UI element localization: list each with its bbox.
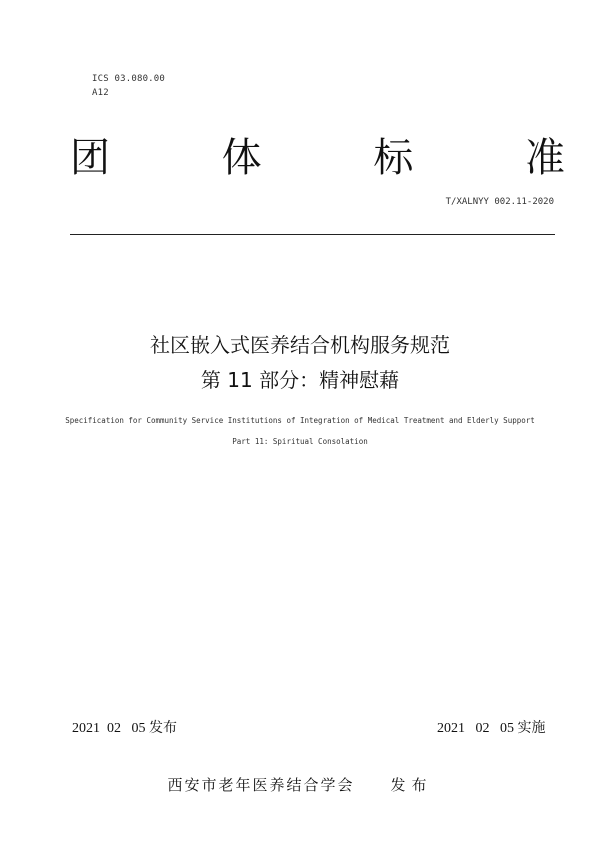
header-divider xyxy=(70,234,555,235)
title-chinese-line-2: 第 11 部分：精神慰藉 xyxy=(200,368,400,392)
publisher-name: 西安市老年医养结合学会 xyxy=(167,776,355,794)
title-english-line-1: Specification for Community Service Institutions of Integration of Medical Treatment and Elderly Support xyxy=(65,416,535,425)
publisher-line xyxy=(0,774,600,795)
publish-label: 发布 xyxy=(390,776,433,794)
title-chinese-line-1: 社区嵌入式医养结合机构服务规范 xyxy=(150,333,450,357)
doc-type-char: 体 xyxy=(221,135,262,181)
title-english-line-2: Part 11: Spiritual Consolation xyxy=(232,437,368,446)
ics-code: ICS 03.080.00 xyxy=(92,74,166,84)
ccs-code: A12 xyxy=(92,88,109,98)
issue-date: 2021 02 05 发布 xyxy=(72,721,177,736)
document-type-heading xyxy=(70,132,565,184)
doc-type-char: 标 xyxy=(373,135,414,181)
implementation-date: 2021 02 05 实施 xyxy=(437,721,546,736)
standard-number: T/XALNYY 002.11-2020 xyxy=(445,197,554,207)
doc-type-char: 团 xyxy=(70,135,110,181)
doc-type-char: 准 xyxy=(524,135,565,181)
